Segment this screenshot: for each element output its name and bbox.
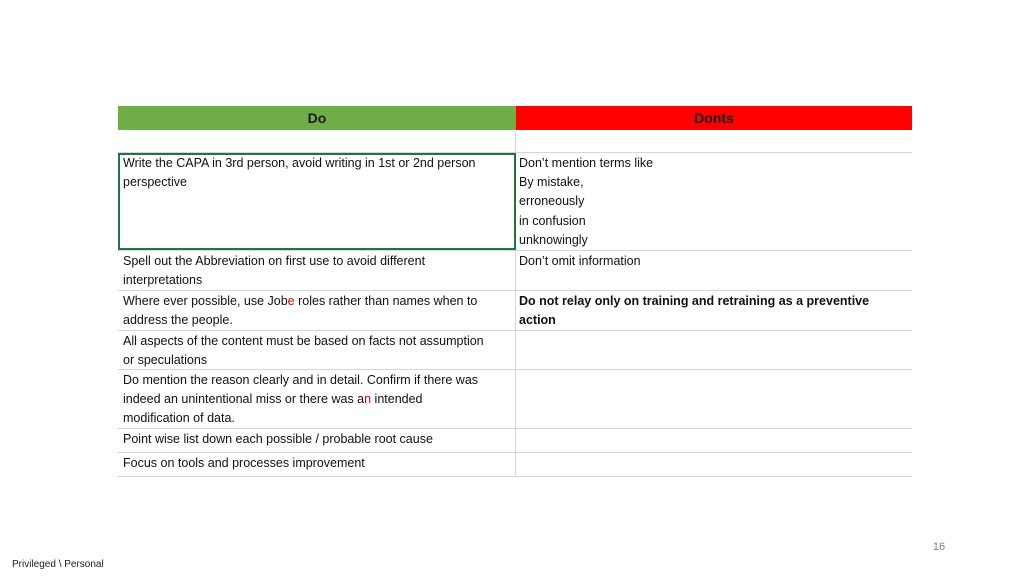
text-run-red: e: [287, 294, 295, 308]
cell-text-line: in confusion: [519, 213, 586, 228]
dont-cell[interactable]: [516, 153, 912, 250]
text-run: intended: [371, 392, 423, 407]
dont-cell[interactable]: [516, 251, 912, 290]
cell-text-line: modification of data.: [123, 411, 235, 426]
do-cell[interactable]: [118, 291, 516, 330]
cell-text-line: Spell out the Abbreviation on first use to avoid different: [123, 254, 426, 268]
dont-cell[interactable]: [516, 291, 912, 330]
do-cell[interactable]: [118, 251, 516, 290]
cell-text-line: Don’t omit information: [519, 254, 641, 268]
cell-text-line: By mistake,: [519, 175, 584, 190]
table-row: [118, 153, 912, 251]
cell-text-line: action: [519, 313, 556, 328]
dont-cell[interactable]: [516, 370, 912, 428]
cell-text-line: Write the CAPA in 3rd person, avoid writing in 1st or 2nd person: [123, 156, 476, 170]
cell-text-line: perspective: [123, 175, 187, 190]
text-run: Where ever possible, use Job: [123, 294, 288, 308]
classification-label: Privileged \ Personal: [12, 559, 104, 570]
cell-text-line: erroneously: [519, 194, 585, 209]
cell-text-line: unknowingly: [519, 232, 588, 247]
table-row: [118, 429, 912, 453]
dont-cell[interactable]: [516, 331, 912, 369]
cell-text-line: address the people.: [123, 313, 233, 328]
do-cell[interactable]: [118, 370, 516, 428]
cell-text-line: Do mention the reason clearly and in detail. Confirm if there was: [123, 373, 479, 387]
table-row: [118, 291, 912, 331]
do-cell-selected[interactable]: [118, 153, 516, 250]
cell-text-line: Focus on tools and processes improvement: [123, 456, 365, 470]
page-number: 16: [932, 541, 946, 553]
dont-cell[interactable]: [516, 453, 912, 476]
cell-text-line: All aspects of the content must be based on facts not assumption: [123, 334, 484, 348]
donts-column-header[interactable]: Donts: [516, 106, 912, 130]
cell-text-line: Point wise list down each possible / probable root cause: [123, 432, 433, 446]
do-column-header[interactable]: Do: [118, 106, 516, 130]
do-donts-table: [118, 106, 912, 477]
do-cell[interactable]: [118, 331, 516, 369]
cell-text-line: [123, 390, 511, 409]
table-row: [118, 453, 912, 477]
table-row: [118, 370, 912, 429]
text-run: roles rather than names when to: [294, 294, 478, 308]
dont-cell[interactable]: [516, 429, 912, 452]
do-cell[interactable]: [118, 453, 516, 476]
empty-cell[interactable]: [118, 130, 516, 152]
cell-text-line: [123, 292, 511, 311]
header-row: [118, 106, 912, 130]
text-run: indeed an unintentional miss or there was a: [123, 392, 365, 407]
empty-row: [118, 130, 912, 153]
table-row: [118, 331, 912, 370]
empty-cell[interactable]: [516, 130, 912, 152]
cell-text-line: or speculations: [123, 353, 208, 368]
cell-text-line: Do not relay only on training and retraining as a preventive: [519, 294, 870, 308]
do-cell[interactable]: [118, 429, 516, 452]
table-row: [118, 251, 912, 291]
text-run-red: n: [364, 392, 372, 407]
cell-text-line: Don’t mention terms like: [519, 156, 654, 170]
cell-text-line: interpretations: [123, 273, 203, 288]
